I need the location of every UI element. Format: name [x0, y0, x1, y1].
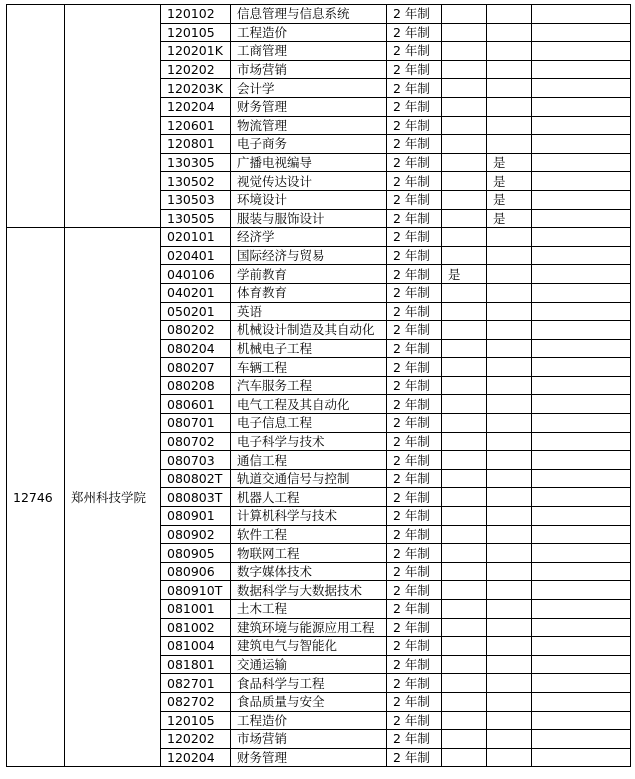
empty-cell [532, 302, 631, 321]
major-name-cell: 信息管理与信息系统 [231, 5, 387, 24]
duration-cell: 2 年制 [387, 637, 442, 656]
major-code-cell: 080208 [161, 376, 231, 395]
major-code-cell: 040106 [161, 265, 231, 284]
flag-cell-2 [487, 23, 532, 42]
major-code-cell: 080902 [161, 525, 231, 544]
empty-cell [532, 469, 631, 488]
flag-cell-2 [487, 581, 532, 600]
duration-cell: 2 年制 [387, 265, 442, 284]
major-code-cell: 120105 [161, 23, 231, 42]
empty-cell [532, 283, 631, 302]
empty-cell [532, 358, 631, 377]
major-code-cell: 080803T [161, 488, 231, 507]
empty-cell [532, 730, 631, 749]
major-code-cell: 050201 [161, 302, 231, 321]
major-code-cell: 080204 [161, 339, 231, 358]
major-name-cell: 财务管理 [231, 97, 387, 116]
major-code-cell: 130305 [161, 153, 231, 172]
duration-cell: 2 年制 [387, 432, 442, 451]
major-code-cell: 120201K [161, 42, 231, 61]
flag-cell-1 [442, 432, 487, 451]
major-name-cell: 电子信息工程 [231, 414, 387, 433]
flag-cell-1 [442, 525, 487, 544]
flag-cell-2 [487, 507, 532, 526]
empty-cell [532, 637, 631, 656]
flag-cell-2 [487, 135, 532, 154]
flag-cell-1 [442, 730, 487, 749]
major-name-cell: 电子科学与技术 [231, 432, 387, 451]
duration-cell: 2 年制 [387, 544, 442, 563]
flag-cell-2 [487, 339, 532, 358]
major-code-cell: 080601 [161, 395, 231, 414]
duration-cell: 2 年制 [387, 469, 442, 488]
major-code-cell: 080202 [161, 321, 231, 340]
flag-cell-2 [487, 265, 532, 284]
major-name-cell: 机械电子工程 [231, 339, 387, 358]
duration-cell: 2 年制 [387, 730, 442, 749]
flag-cell-1 [442, 321, 487, 340]
duration-cell: 2 年制 [387, 581, 442, 600]
table-row [7, 5, 631, 24]
major-name-cell: 土木工程 [231, 600, 387, 619]
major-code-cell: 081004 [161, 637, 231, 656]
major-name-cell: 视觉传达设计 [231, 172, 387, 191]
duration-cell: 2 年制 [387, 358, 442, 377]
flag-cell-2 [487, 60, 532, 79]
empty-cell [532, 692, 631, 711]
flag-cell-1 [442, 544, 487, 563]
flag-cell-2 [487, 283, 532, 302]
major-name-cell: 市场营销 [231, 730, 387, 749]
empty-cell [532, 507, 631, 526]
major-name-cell: 会计学 [231, 79, 387, 98]
duration-cell: 2 年制 [387, 60, 442, 79]
major-name-cell: 数据科学与大数据技术 [231, 581, 387, 600]
school-name-cell: 郑州科技学院 [65, 228, 161, 767]
major-code-cell: 081801 [161, 655, 231, 674]
major-code-cell: 080910T [161, 581, 231, 600]
flag-cell-1 [442, 153, 487, 172]
empty-cell [532, 97, 631, 116]
empty-cell [532, 190, 631, 209]
duration-cell: 2 年制 [387, 190, 442, 209]
major-name-cell: 机械设计制造及其自动化 [231, 321, 387, 340]
empty-cell [532, 488, 631, 507]
major-code-cell: 120801 [161, 135, 231, 154]
major-name-cell: 数字媒体技术 [231, 562, 387, 581]
major-code-cell: 040201 [161, 283, 231, 302]
major-name-cell: 汽车服务工程 [231, 376, 387, 395]
flag-cell-2 [487, 376, 532, 395]
duration-cell: 2 年制 [387, 414, 442, 433]
empty-cell [532, 414, 631, 433]
flag-cell-2: 是 [487, 190, 532, 209]
major-table [6, 4, 631, 767]
table-body [7, 5, 631, 767]
flag-cell-1 [442, 302, 487, 321]
major-name-cell: 机器人工程 [231, 488, 387, 507]
flag-cell-2 [487, 228, 532, 247]
duration-cell: 2 年制 [387, 321, 442, 340]
major-name-cell: 工程造价 [231, 711, 387, 730]
empty-cell [532, 42, 631, 61]
duration-cell: 2 年制 [387, 562, 442, 581]
duration-cell: 2 年制 [387, 209, 442, 228]
table-row [7, 228, 631, 247]
empty-cell [532, 339, 631, 358]
flag-cell-2 [487, 451, 532, 470]
flag-cell-1 [442, 358, 487, 377]
flag-cell-2 [487, 618, 532, 637]
duration-cell: 2 年制 [387, 172, 442, 191]
major-code-cell: 020401 [161, 246, 231, 265]
flag-cell-1 [442, 246, 487, 265]
empty-cell [532, 711, 631, 730]
empty-cell [532, 23, 631, 42]
major-code-cell: 080905 [161, 544, 231, 563]
major-code-cell: 120203K [161, 79, 231, 98]
duration-cell: 2 年制 [387, 748, 442, 767]
major-code-cell: 080802T [161, 469, 231, 488]
major-name-cell: 市场营销 [231, 60, 387, 79]
empty-cell [532, 395, 631, 414]
major-name-cell: 工程造价 [231, 23, 387, 42]
duration-cell: 2 年制 [387, 283, 442, 302]
duration-cell: 2 年制 [387, 488, 442, 507]
major-name-cell: 英语 [231, 302, 387, 321]
major-code-cell: 020101 [161, 228, 231, 247]
major-name-cell: 建筑环境与能源应用工程 [231, 618, 387, 637]
flag-cell-1 [442, 451, 487, 470]
empty-cell [532, 246, 631, 265]
flag-cell-2 [487, 748, 532, 767]
flag-cell-1 [442, 209, 487, 228]
duration-cell: 2 年制 [387, 600, 442, 619]
empty-cell [532, 209, 631, 228]
duration-cell: 2 年制 [387, 674, 442, 693]
flag-cell-1 [442, 562, 487, 581]
major-code-cell: 120204 [161, 748, 231, 767]
major-name-cell: 国际经济与贸易 [231, 246, 387, 265]
duration-cell: 2 年制 [387, 376, 442, 395]
flag-cell-1 [442, 581, 487, 600]
major-code-cell: 080207 [161, 358, 231, 377]
duration-cell: 2 年制 [387, 246, 442, 265]
major-name-cell: 通信工程 [231, 451, 387, 470]
flag-cell-1 [442, 711, 487, 730]
empty-cell [532, 525, 631, 544]
flag-cell-2 [487, 469, 532, 488]
flag-cell-2 [487, 5, 532, 24]
flag-cell-2 [487, 97, 532, 116]
flag-cell-1 [442, 116, 487, 135]
flag-cell-2 [487, 414, 532, 433]
flag-cell-2 [487, 711, 532, 730]
flag-cell-2: 是 [487, 172, 532, 191]
empty-cell [532, 674, 631, 693]
flag-cell-1 [442, 376, 487, 395]
major-name-cell: 电子商务 [231, 135, 387, 154]
major-name-cell: 学前教育 [231, 265, 387, 284]
major-code-cell: 080901 [161, 507, 231, 526]
major-name-cell: 广播电视编导 [231, 153, 387, 172]
flag-cell-2 [487, 544, 532, 563]
flag-cell-1 [442, 23, 487, 42]
duration-cell: 2 年制 [387, 692, 442, 711]
major-code-cell: 130502 [161, 172, 231, 191]
empty-cell [532, 135, 631, 154]
flag-cell-2 [487, 525, 532, 544]
major-code-cell: 120202 [161, 60, 231, 79]
empty-cell [532, 748, 631, 767]
flag-cell-1 [442, 60, 487, 79]
flag-cell-2 [487, 562, 532, 581]
flag-cell-1 [442, 395, 487, 414]
empty-cell [532, 265, 631, 284]
flag-cell-1 [442, 283, 487, 302]
empty-cell [532, 5, 631, 24]
major-code-cell: 081002 [161, 618, 231, 637]
flag-cell-1 [442, 674, 487, 693]
flag-cell-1 [442, 507, 487, 526]
duration-cell: 2 年制 [387, 525, 442, 544]
duration-cell: 2 年制 [387, 655, 442, 674]
flag-cell-1 [442, 135, 487, 154]
major-code-cell: 080702 [161, 432, 231, 451]
flag-cell-2 [487, 79, 532, 98]
empty-cell [532, 172, 631, 191]
empty-cell [532, 581, 631, 600]
major-name-cell: 车辆工程 [231, 358, 387, 377]
flag-cell-2 [487, 302, 532, 321]
empty-cell [532, 376, 631, 395]
flag-cell-2 [487, 116, 532, 135]
major-code-cell: 081001 [161, 600, 231, 619]
duration-cell: 2 年制 [387, 711, 442, 730]
duration-cell: 2 年制 [387, 153, 442, 172]
major-code-cell: 120204 [161, 97, 231, 116]
flag-cell-1 [442, 488, 487, 507]
empty-cell [532, 79, 631, 98]
duration-cell: 2 年制 [387, 116, 442, 135]
major-name-cell: 食品科学与工程 [231, 674, 387, 693]
empty-cell [532, 618, 631, 637]
flag-cell-2: 是 [487, 209, 532, 228]
duration-cell: 2 年制 [387, 23, 442, 42]
major-name-cell: 环境设计 [231, 190, 387, 209]
flag-cell-2 [487, 395, 532, 414]
flag-cell-2: 是 [487, 153, 532, 172]
major-name-cell: 经济学 [231, 228, 387, 247]
duration-cell: 2 年制 [387, 79, 442, 98]
empty-cell [532, 655, 631, 674]
flag-cell-1 [442, 414, 487, 433]
duration-cell: 2 年制 [387, 339, 442, 358]
major-name-cell: 服装与服饰设计 [231, 209, 387, 228]
major-name-cell: 财务管理 [231, 748, 387, 767]
empty-cell [532, 228, 631, 247]
major-code-cell: 080703 [161, 451, 231, 470]
flag-cell-1 [442, 79, 487, 98]
flag-cell-2 [487, 358, 532, 377]
duration-cell: 2 年制 [387, 302, 442, 321]
empty-cell [532, 562, 631, 581]
major-name-cell: 软件工程 [231, 525, 387, 544]
duration-cell: 2 年制 [387, 395, 442, 414]
school-name-cell [65, 5, 161, 228]
flag-cell-1: 是 [442, 265, 487, 284]
major-name-cell: 食品质量与安全 [231, 692, 387, 711]
empty-cell [532, 600, 631, 619]
flag-cell-2 [487, 600, 532, 619]
flag-cell-2 [487, 730, 532, 749]
duration-cell: 2 年制 [387, 451, 442, 470]
major-name-cell: 计算机科学与技术 [231, 507, 387, 526]
empty-cell [532, 116, 631, 135]
empty-cell [532, 432, 631, 451]
flag-cell-2 [487, 246, 532, 265]
major-code-cell: 130505 [161, 209, 231, 228]
school-id-cell [7, 5, 65, 228]
major-name-cell: 工商管理 [231, 42, 387, 61]
flag-cell-1 [442, 97, 487, 116]
flag-cell-1 [442, 228, 487, 247]
major-name-cell: 交通运输 [231, 655, 387, 674]
major-code-cell: 080906 [161, 562, 231, 581]
empty-cell [532, 321, 631, 340]
major-code-cell: 080701 [161, 414, 231, 433]
duration-cell: 2 年制 [387, 228, 442, 247]
flag-cell-2 [487, 432, 532, 451]
empty-cell [532, 60, 631, 79]
major-code-cell: 120601 [161, 116, 231, 135]
flag-cell-1 [442, 618, 487, 637]
major-name-cell: 轨道交通信号与控制 [231, 469, 387, 488]
flag-cell-1 [442, 469, 487, 488]
flag-cell-2 [487, 674, 532, 693]
flag-cell-1 [442, 190, 487, 209]
major-code-cell: 082701 [161, 674, 231, 693]
major-name-cell: 体育教育 [231, 283, 387, 302]
major-name-cell: 建筑电气与智能化 [231, 637, 387, 656]
major-code-cell: 120102 [161, 5, 231, 24]
major-code-cell: 120105 [161, 711, 231, 730]
major-code-cell: 120202 [161, 730, 231, 749]
flag-cell-1 [442, 655, 487, 674]
major-name-cell: 物联网工程 [231, 544, 387, 563]
empty-cell [532, 153, 631, 172]
duration-cell: 2 年制 [387, 507, 442, 526]
duration-cell: 2 年制 [387, 42, 442, 61]
flag-cell-2 [487, 488, 532, 507]
empty-cell [532, 451, 631, 470]
major-code-cell: 130503 [161, 190, 231, 209]
major-name-cell: 物流管理 [231, 116, 387, 135]
duration-cell: 2 年制 [387, 618, 442, 637]
major-code-cell: 082702 [161, 692, 231, 711]
flag-cell-2 [487, 42, 532, 61]
flag-cell-2 [487, 637, 532, 656]
duration-cell: 2 年制 [387, 135, 442, 154]
flag-cell-1 [442, 692, 487, 711]
major-name-cell: 电气工程及其自动化 [231, 395, 387, 414]
flag-cell-2 [487, 692, 532, 711]
flag-cell-1 [442, 172, 487, 191]
school-id-cell: 12746 [7, 228, 65, 767]
flag-cell-1 [442, 339, 487, 358]
flag-cell-1 [442, 637, 487, 656]
flag-cell-1 [442, 5, 487, 24]
flag-cell-1 [442, 600, 487, 619]
duration-cell: 2 年制 [387, 5, 442, 24]
empty-cell [532, 544, 631, 563]
flag-cell-2 [487, 655, 532, 674]
flag-cell-1 [442, 42, 487, 61]
duration-cell: 2 年制 [387, 97, 442, 116]
flag-cell-1 [442, 748, 487, 767]
flag-cell-2 [487, 321, 532, 340]
